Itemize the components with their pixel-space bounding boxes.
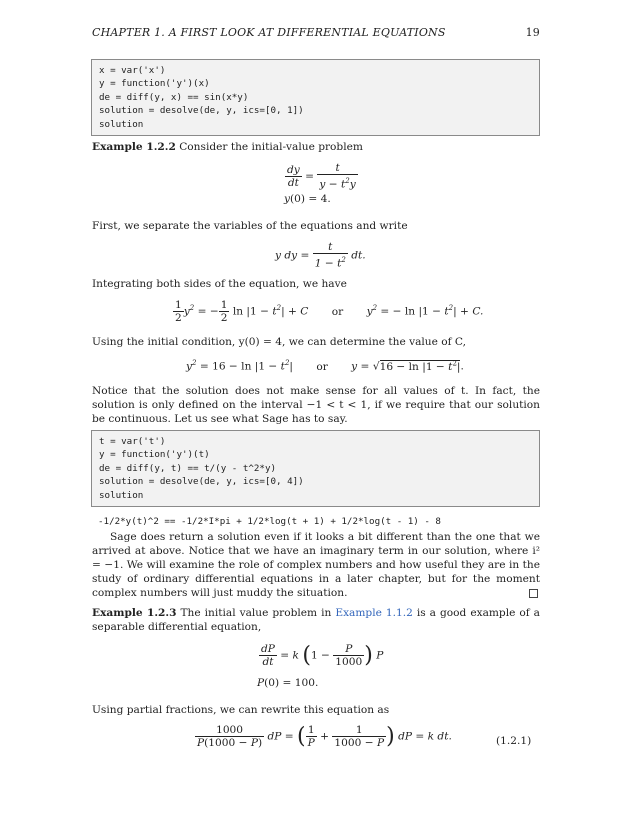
example-intro: Consider the initial-value problem [179, 141, 363, 153]
or-text: or [316, 360, 328, 373]
separated-equation: y dy = $\frac{t}{1 - t^2}$ dt. [275, 241, 366, 270]
initial-condition-2: P(0) = 100. [257, 677, 319, 689]
running-header [92, 26, 540, 39]
code-line: solution = desolve(de, y, ics=[0, 4]) [99, 476, 304, 488]
paragraph: First, we separate the variables of the equations and write [92, 220, 408, 232]
equation-number: (1.2.1) [496, 735, 532, 747]
code-line: t = var('t') [99, 436, 166, 447]
sage-output: -1/2*y(t)^2 == -1/2*I*pi + 1/2*log(t + 1) + 1/2*log(t - 1) - 8 [98, 516, 441, 527]
initial-condition: y(0) = 4. [284, 193, 331, 205]
chapter-title: CHAPTER 1. A FIRST LOOK AT DIFFERENTIAL EQUATIONS [92, 26, 446, 39]
qed-square-icon [529, 589, 538, 598]
example-intro: The initial value problem in [180, 607, 332, 619]
paragraph: Using the initial condition, y(0) = 4, we can determine the value of C, [92, 336, 467, 348]
integrated-equation: $\frac{1}{2}$ $y^2$ = − $\frac{1}{2}$ $\ln |1 - t^2| + C$ or $y^2$ = − $\ln |1 - t^2| + C$. [175, 299, 484, 324]
or-text: or [331, 305, 344, 318]
page-number: 19 [525, 26, 540, 39]
code-line: y = function('y')(t) [99, 449, 210, 461]
example-intro-cont: is a good example of a separable differential equation, [92, 607, 540, 633]
code-line: de = diff(y, x) == sin(x*y) [99, 91, 249, 103]
partial-fractions-equation: $\frac{1000}{P(1000 - P)}$ dP = ( $\frac{1}{P}$ + $\frac{1}{1000 - P}$ ) dP = k dt. [197, 724, 452, 749]
example-label: Example 1.2.3 [92, 607, 177, 619]
paragraph: Sage does return a solution even if it looks a bit different than the one that we arrived at above. Notice that we have an imaginary term in our solution, where i² = −1. We will examine the role of complex numbers and how useful they are in the study of ordinary differential equations in a later chapter, but for the moment complex numbers will just muddy the situation. [92, 531, 540, 599]
example-1-2-2-heading [92, 140, 540, 154]
code-line: de = diff(y, t) == t/(y - t^2*y) [99, 462, 277, 474]
code-line: x = var('x') [99, 65, 166, 76]
code-block-1 [91, 59, 540, 136]
code-line: y = function('y')(x) [99, 78, 210, 90]
paragraph: Using partial fractions, we can rewrite this equation as [92, 704, 390, 716]
logistic-equation: $\frac{dP}{dt}$ = k (1 − $\frac{P}{1000}$ ) P [261, 643, 384, 668]
example-label: Example 1.2.2 [92, 141, 176, 153]
code-block-2 [91, 430, 540, 507]
code-line: solution [99, 489, 144, 501]
code-line: solution = desolve(de, y, ics=[0, 1]) [99, 105, 304, 117]
example-1-2-3-heading [92, 606, 540, 634]
solution-equation: $y^2 = 16 - \ln |1 - t^2|$ or $y = √16 - \ln |1 - t^2|$. [186, 359, 464, 373]
example-link[interactable]: Example 1.1.2 [335, 607, 413, 619]
code-line: solution [99, 118, 144, 130]
paragraph: Integrating both sides of the equation, we have [92, 278, 347, 290]
paragraph: Notice that the solution does not make sense for all values of t. In fact, the solution is only defined on the interval −1 < t < 1, if we require that our solution be continuous. Let us see what Sage has to say. [92, 385, 540, 425]
ode-equation: $\frac{dy}{dt}$ = $\frac{t}{y - t^2y}$ [287, 162, 356, 191]
